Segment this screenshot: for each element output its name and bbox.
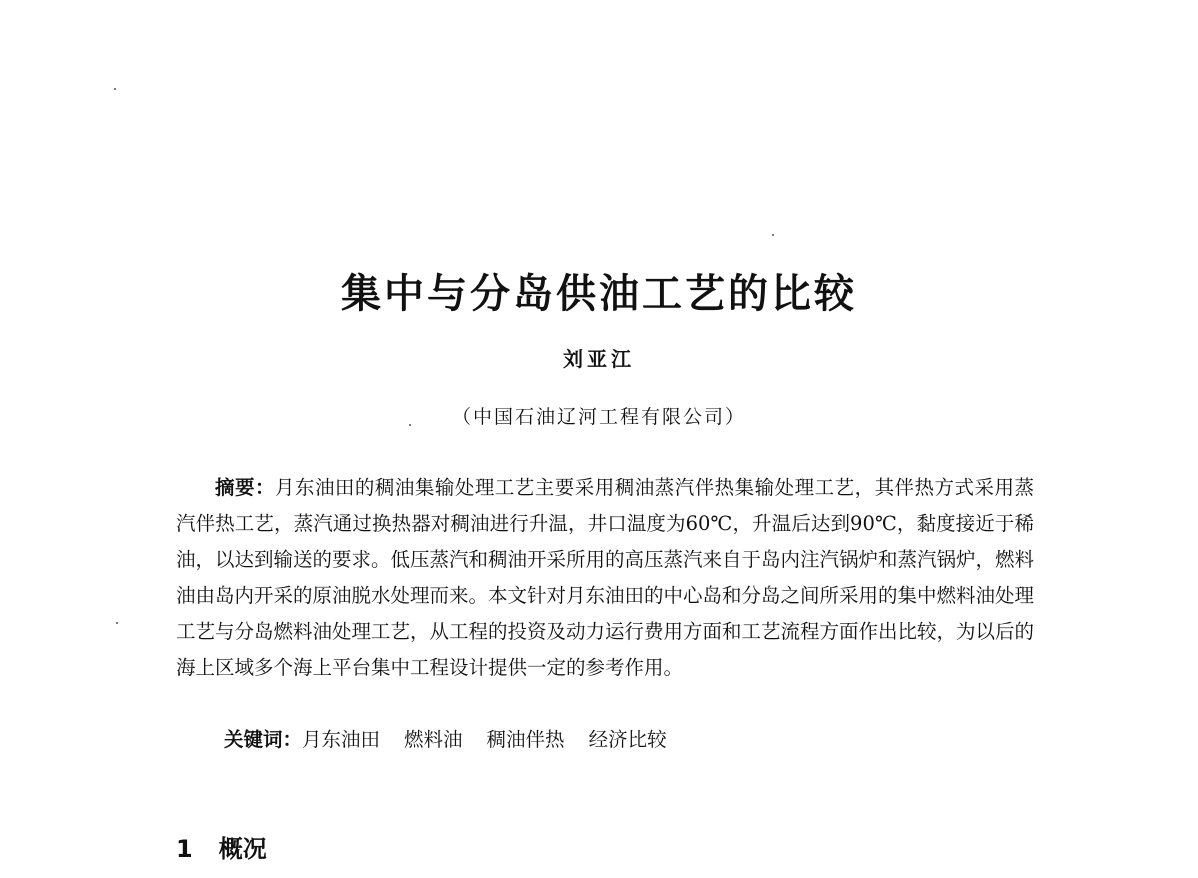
abstract — [176, 470, 1034, 686]
abstract-label: 摘要： — [215, 476, 275, 499]
section-title: 概况 — [218, 835, 267, 863]
scan-speck — [772, 234, 774, 236]
keyword-item: 经济比较 — [588, 728, 667, 751]
keyword-item: 燃料油 — [404, 728, 463, 751]
keyword-item: 稠油伴热 — [486, 728, 565, 751]
keyword-item: 月东油田 — [302, 728, 381, 751]
scan-speck — [114, 88, 116, 90]
abstract-text: 月东油田的稠油集输处理工艺主要采用稠油蒸汽伴热集输处理工艺，其伴热方式采用蒸汽伴热工艺，蒸汽通过换热器对稠油进行升温，井口温度为60℃，升温后达到90℃，黏度接近于稀油，以达到输送的要求。低压蒸汽和稠油开采所用的高压蒸汽来自于岛内注汽锅炉和蒸汽锅炉，燃料油由岛内开采的原油脱水处理而来。本文针对月东油田的中心岛和分岛之间所采用的集中燃料油处理工艺与分岛燃料油处理工艺，从工程的投资及动力运行费用方面和工艺流程方面作出比较，为以后的海上区域多个海上平台集中工程设计提供一定的参考作用。 — [176, 476, 1035, 679]
keywords-label: 关键词： — [224, 728, 303, 751]
paper-affiliation: （中国石油辽河工程有限公司） — [451, 406, 746, 428]
section-heading — [176, 829, 267, 864]
keywords — [224, 722, 691, 758]
abstract-paragraph — [176, 470, 1034, 686]
paper-title: 集中与分岛供油工艺的比较 — [341, 271, 857, 317]
scan-speck — [116, 622, 118, 624]
paper-author: 刘亚江 — [563, 347, 635, 371]
section-number: 1 — [176, 835, 193, 863]
